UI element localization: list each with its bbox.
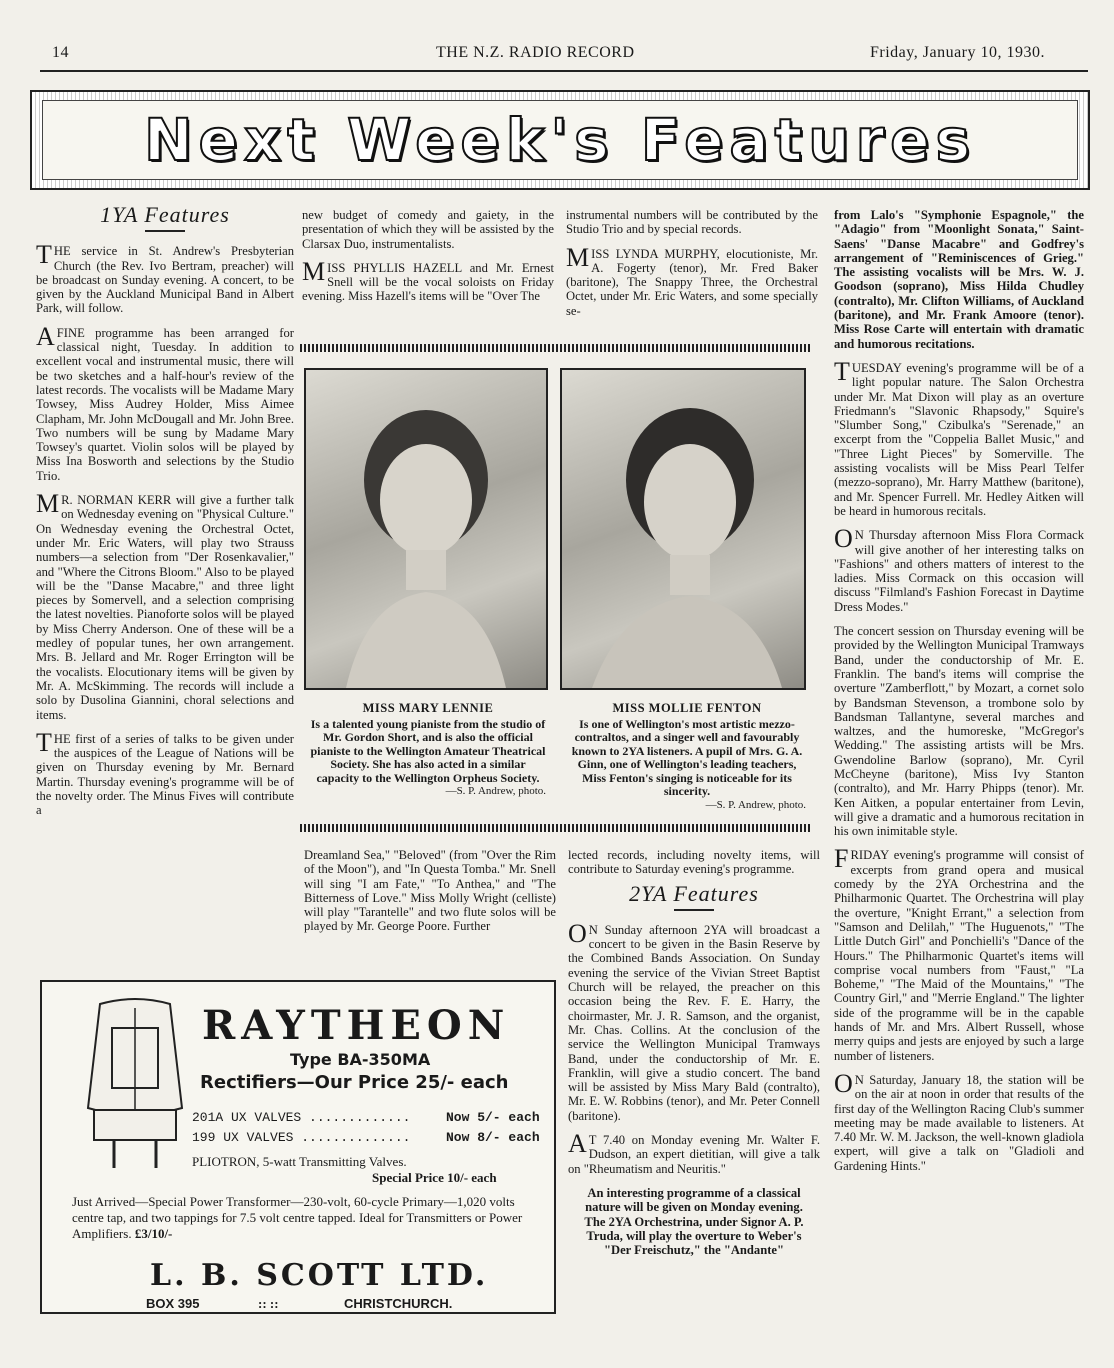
ad-price-line: Rectifiers—Our Price 25/- each [200, 1072, 509, 1093]
article-paragraph: TUESDAY evening's programme will be of a light popular nature. The Salon Orchestra under Mr. Mat Dixon will play as an overture Friedmann's "Slavonic Rhapsody," Squire's "Slumber Song," Czibulka's "Serenade," an excerpt from the "Coppelia Ballet Music," and "Three Light Pieces" by Somerville. The assisting vocalists will be Miss Pearl Telfer (mezzo-soprano), Mr. Harry Matthew (baritone), and Mr. Spencer Furrell. Mr. Hedley Aitken will be heard in humorous recitals. [834, 356, 1084, 518]
section-title-2ya: 2YA Features [629, 880, 759, 906]
ad-brand: RAYTHEON [202, 1002, 511, 1049]
section-rule [145, 230, 185, 232]
article-paragraph: from Lalo's "Symphonie Espagnole," the "Adagio" from "Moonlight Sonata," Saint-Saens' "Danse Macabre" and Godfrey's arrangement of "Reminiscences of Grieg." The assisting vocalists will be Mrs. W. J. Goodson (soprano), Miss Hilda Chudley (contralto), Mr. Clifton Williams, of Auckland (baritone), and Mr. Frank Amoore (tenor). Miss Rose Carte will entertain with dramatic and humorous recitations. [834, 208, 1084, 351]
ad-separator: :: :: [258, 1296, 279, 1311]
raytheon-advertisement [40, 980, 556, 1314]
ad-item-price: Now 5/- each [446, 1110, 540, 1125]
ad-type-line: Type BA-350MA [290, 1050, 431, 1069]
article-paragraph: O N Thursday afternoon Miss Flora Cormack will give another of her interesting talks on "Fashions" and others matters of interest to the ladies. Miss Cormack on this occasion will discuss "Filmland's Fashion Forecast in Daytime Dress Modes." [834, 524, 1084, 614]
column-4 [834, 208, 1084, 1183]
caption-mary-lennie [310, 702, 546, 799]
portrait-image [562, 370, 804, 688]
portrait-mollie-fenton [560, 368, 806, 690]
portrait-mary-lennie [304, 368, 548, 690]
article-paragraph: instrumental numbers will be contributed by the Studio Trio and by special records. [566, 208, 818, 237]
ad-box: BOX 395 [146, 1296, 200, 1311]
column-3-bottom [568, 848, 820, 1267]
ad-city: CHRISTCHURCH. [344, 1296, 453, 1311]
banner-title: Next Week's Features [143, 106, 977, 174]
column-2-top [302, 208, 554, 314]
article-paragraph: O N Sunday afternoon 2YA will broadcast a concert to be given in the Basin Reserve by the Combined Bands Association. On Sunday evening the service of the Vivian Street Baptist Church will be relayed, the preacher on this occasion being the Rev. F. E. Harry, the choirmaster, Mr. J. R. Samson, and the organist, Mr. Chas. Collins. At the conclusion of the service the Wellington Municipal Tramways Band, under the conductorship of Mr. E. Franklin, will give a studio concert. The band will be assisted by Miss Mary Bald (contralto), Mr. E. W. Robbins (tenor), and Mr. Peter Connell (baritone). [568, 918, 820, 1123]
features-banner [30, 90, 1090, 190]
article-paragraph: An interesting programme of a classical nature will be given on Monday evening. The 2YA Orchestrina, under Signor A. P. Truda, will play the overture to Weber's "Der Freischutz," the "Andante" [584, 1185, 804, 1258]
article-paragraph: new budget of comedy and gaiety, in the presentation of which they will be assisted by the Clarsax Duo, instrumentalists. [302, 208, 554, 251]
caption-mollie-fenton [568, 702, 806, 812]
article-paragraph: O N Saturday, January 18, the station will be on the air at noon in order that results of the first day of the Wellington Racing Club's summer meeting may be made available to listeners. At 7.40 Mr. W. M. Jackson, the well-known gladiola expert, will give a talk on "Gladioli and Gardening Hints." [834, 1068, 1084, 1173]
ornament-rule [300, 344, 812, 352]
issue-date: Friday, January 10, 1930. [870, 44, 1045, 61]
article-paragraph: FRIDAY evening's programme will consist of excerpts from grand opera and musical comedy by the 2YA Orchestrina and the Philharmonic Quartet. The Orchestrina will play the overture, "Knight Errant," a selection from "Samson and Delilah," "The Huguenots," "The Little Dutch Girl" and Ponchielli's "Dance of the Hours." The Philharmonic Quartet's items will comprise vocal numbers from "Faust," "La Boheme," "The Maid of the Mountains," "The Country Girl," and "Merrie England." The lighter side of the programme will be in the capable hands of Mr. and Mrs. Albert Russell, whose merry quips and jests are enjoyed by such a large number of listeners. [834, 844, 1084, 1063]
ad-item-row: 199 UX VALVES .............. [192, 1130, 411, 1145]
page-number: 14 [52, 44, 69, 61]
photo-credit: —S. P. Andrew, photo. [705, 798, 806, 811]
portrait-image [306, 370, 546, 688]
article-paragraph: MISS PHYLLIS HAZELL and Mr. Ernest Snell will be the vocal soloists on Friday evening. Miss Hazell's items will be "Over The [302, 256, 554, 304]
ad-arrived-text: Just Arrived—Special Power Transformer—230-volt, 60-cycle Primary—1,020 volts centre tap, and two tappings for 7.5 volt centre tapped. Ideal for Transmitters or Power Amplifiers. £3/10/- [72, 1194, 523, 1241]
caption-description: Is a talented young pianiste from the studio of Mr. Gordon Short, and is also the official pianiste to the Wellington Amateur Theatrical Society. She has also acted in a similar capacity to the Wellington Orpheus Society. [310, 716, 546, 785]
caption-description: Is one of Wellington's most artistic mezzo-contraltos, and a singer well and favourably known to 2YA listeners. A pupil of Mrs. G. A. Ginn, one of Wellington's leading teachers, Miss Fenton's singing is noticeable for its sincerity. [571, 716, 803, 798]
column-2-bottom [304, 848, 556, 944]
ad-pliotron: PLIOTRON, 5-watt Transmitting Valves. [192, 1154, 407, 1169]
ad-pliotron-price: Special Price 10/- each [372, 1170, 497, 1185]
section-title-1ya: 1YA Features [100, 202, 230, 227]
article-paragraph: The concert session on Thursday evening will be provided by the Wellington Municipal Tramways Band, under the conductorship of Mr. E. Franklin. The band's items will comprise the overture "Zamberflott," by Mozart, a cornet solo by Bandsman Stevenson, a trombone solo by Bandsman Tallantyne, several marches and waltzes, and the humoreske, "McGregor's Wedding." The assisting artists will be Mrs. Gwendoline Barlow (soprano), Mr. Cyril McCheyne (baritone), Miss Ivy Stanton (contralto), and Mr. Harry Phipps (tenor). Mr. Ken Aitken, a popular entertainer from Levin, will give a dramatic and a humorous recitation in his own inimitable style. [834, 624, 1084, 839]
article-paragraph: M R. NORMAN KERR will give a further talk on Wednesday evening on "Physical Culture." On Wednesday evening the Orchestral Octet, under Mr. Eric Waters, will play two Strauss numbers—a selection from "Der Rosenkavalier," and "Where the Citrons Bloom." Also to be played will be the "Danse Macabre," and three light pieces by Somervell, and a selection comprising the latest novelties. Pianoforte solos will be played by Miss Cherry Anderson. One of these will be a medley of popular tunes, her own arrangement. Mrs. B. Jellard and Mr. Roger Errington will be the vocalists. Elocutionary items will be given by Mr. A. McSkimming. The records will include a solo by Dusolina Giannini, choral selections and items. [36, 489, 294, 722]
article-paragraph: Dreamland Sea," "Beloved" (from "Over the Rim of the Moon"), and "In Questa Tomba." Mr. Snell will sing "I am Fate," "To Anthea," and "The Bitterness of Love." Miss Molly Wright (celliste) will play "Tarantelle" and two flute solos will be played by Mr. George Poore. Further [304, 848, 556, 934]
ad-company: L. B. SCOTT LTD. [150, 1258, 489, 1293]
caption-name: MISS MOLLIE FENTON [612, 701, 762, 715]
photo-credit: —S. P. Andrew, photo. [445, 785, 546, 797]
article-paragraph: THE first of a series of talks to be given under the auspices of the League of Nations will be given on Thursday evening by Mr. Bernard Martin. Thursday evening's programme will be of the novelty order. The Minus Fives will contribute a [36, 727, 294, 818]
article-paragraph: MISS LYNDA MURPHY, elocutioniste, Mr. A. Fogerty (tenor), Mr. Fred Baker (baritone), The Snappy Three, the Orchestral Octet, under Mr. Eric Waters, and some specially se- [566, 242, 818, 318]
ad-item-price: Now 8/- each [446, 1130, 540, 1145]
ad-item-row: 201A UX VALVES ............. [192, 1110, 411, 1125]
valve-tube-icon [70, 998, 200, 1174]
article-paragraph: THE service in St. Andrew's Presbyterian Church (the Rev. Ivo Bertram, preacher) will be broadcast on Sunday evening. A concert, to be given by the Auckland Municipal Band in Albert Park, will follow. [36, 240, 294, 316]
article-paragraph: A FINE programme has been arranged for classical night, Tuesday. In addition to excellent vocal and instrumental music, there will be two sketches and a half-hour's review of the latest records. The vocalists will be Madame Mary Towsey, Miss Audrey Holder, Miss Aimee Clapham, Mr. John McDougall and Mr. John Bree. Two numbers will be sung by Madame Mary Towsey's quartet. Violin solos will be played by Miss Ina Bosworth and selections by the Studio Trio. [36, 321, 294, 483]
column-3-top [566, 208, 818, 328]
section-rule [674, 909, 714, 911]
caption-name: MISS MARY LENNIE [362, 701, 494, 715]
article-paragraph: lected records, including novelty items, will contribute to Saturday evening's programme. [568, 848, 820, 877]
publication-title: THE N.Z. RADIO RECORD [436, 44, 635, 61]
column-1 [36, 202, 294, 828]
ornament-rule [300, 824, 812, 832]
article-paragraph: A T 7.40 on Monday evening Mr. Walter F. Dudson, an expert dietitian, will give a talk on "Rheumatism and Neuritis." [568, 1129, 820, 1176]
header-rule [40, 70, 1088, 72]
